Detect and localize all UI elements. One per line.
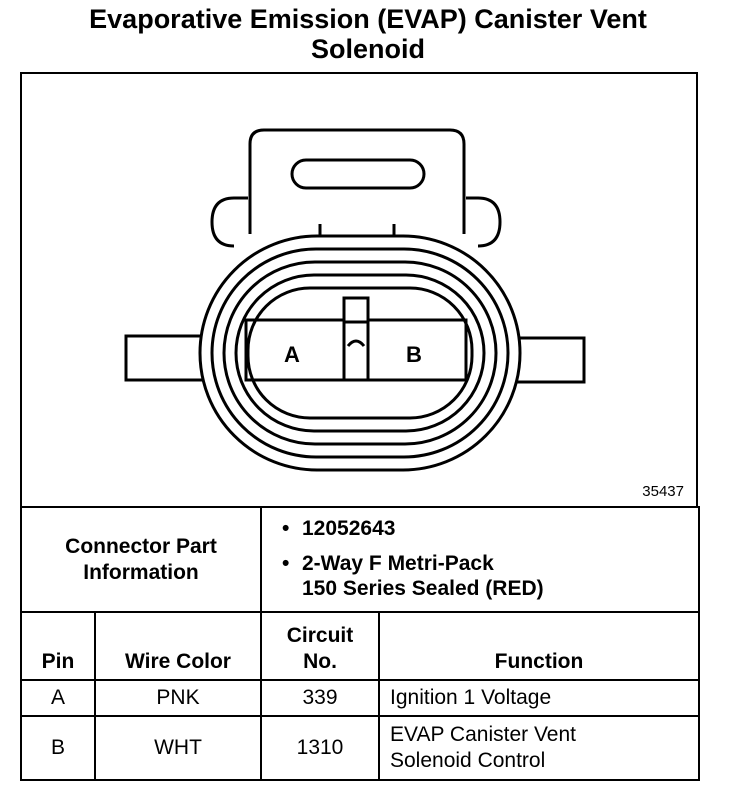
function-line-1: EVAP Canister Vent: [390, 723, 576, 746]
pin-cell: A: [21, 680, 95, 716]
tab-shoulder-left: [212, 198, 248, 246]
pin-a-label: A: [284, 342, 300, 367]
wire-color-cell: WHT: [95, 716, 261, 780]
function-cell: [379, 680, 699, 716]
title-line-2: Solenoid: [311, 34, 425, 64]
center-rib: [344, 298, 368, 380]
side-tab-right: [514, 338, 584, 382]
tab-shoulder-right: [466, 198, 500, 246]
connector-diagram: [20, 72, 698, 508]
part-number: 12052643: [302, 517, 396, 540]
page-title: [0, 4, 736, 64]
function-line-1: Ignition 1 Voltage: [390, 686, 552, 709]
circuit-cell: 1310: [261, 716, 379, 780]
function-cell: [379, 716, 699, 780]
circuit-cell: 339: [261, 680, 379, 716]
connector-part-label: [21, 507, 261, 612]
description-line-2: 150 Series Sealed (RED): [302, 577, 544, 600]
header-wire-color: Wire Color: [95, 612, 261, 680]
connector-part-row: [21, 507, 699, 612]
pin-cell: B: [21, 716, 95, 780]
header-pin: Pin: [21, 612, 95, 680]
wire-color-cell: PNK: [95, 680, 261, 716]
header-row: [21, 612, 699, 680]
connector-part-details: [261, 507, 699, 612]
bullet-icon: •: [282, 517, 290, 540]
connector-info-table: [20, 506, 700, 781]
header-function: Function: [379, 612, 699, 680]
description-line-1: 2-Way F Metri-Pack: [302, 552, 494, 575]
title-line-1: Evaporative Emission (EVAP) Canister Vent: [89, 4, 647, 34]
header-circuit: [261, 612, 379, 680]
side-tab-left: [126, 336, 208, 380]
table-row: [21, 680, 699, 716]
bullet-icon: •: [282, 552, 290, 575]
tab-slot: [292, 160, 424, 188]
description-item: [282, 551, 698, 601]
pin-b-label: B: [406, 342, 422, 367]
part-number-item: [282, 516, 698, 541]
connector-label-line-2: Information: [83, 560, 199, 584]
function-line-2: Solenoid Control: [390, 749, 546, 772]
locking-tab: [250, 130, 464, 234]
figure-number: 35437: [642, 483, 684, 500]
header-circuit-line-1: Circuit: [286, 624, 354, 647]
header-circuit-line-2: No.: [303, 650, 337, 673]
table-row: [21, 716, 699, 780]
connector-label-line-1: Connector Part: [65, 534, 217, 558]
connector-illustration: [22, 74, 696, 506]
